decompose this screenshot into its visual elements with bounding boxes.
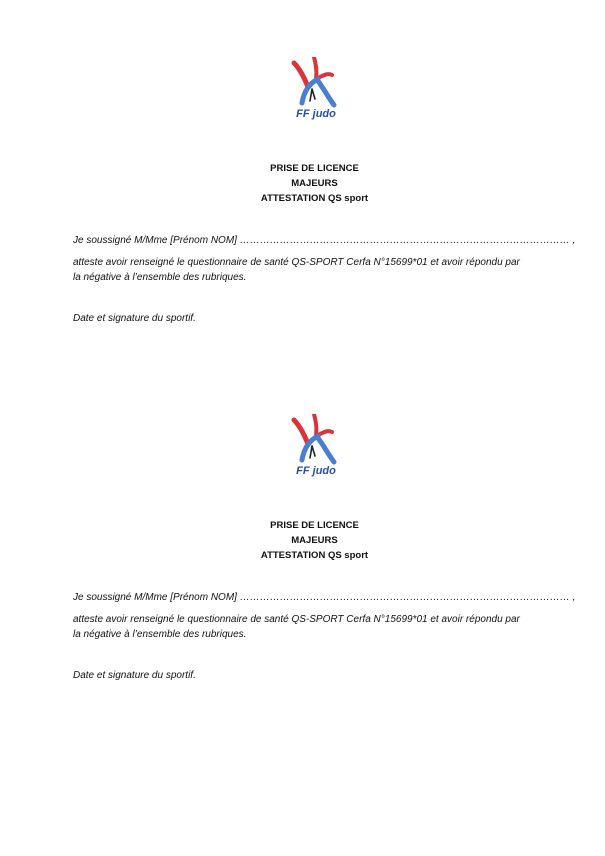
- heading-prise-de-licence: PRISE DE LICENCE: [270, 520, 359, 531]
- attestation-line-2: la négative à l’ensemble des rubriques.: [73, 272, 247, 283]
- attestation-line-1: atteste avoir renseigné le questionnaire de santé QS-SPORT Cerfa N°15699*01 et avoir répondu par: [73, 614, 520, 625]
- attestation-line-2: la négative à l’ensemble des rubriques.: [73, 629, 247, 640]
- declaration-line: Je soussigné M/Mme [Prénom NOM] ……………………………………………………………………………………… ,: [73, 592, 576, 603]
- heading-attestation: ATTESTATION QS sport: [260, 550, 369, 561]
- attestation-block-1: [0, 57, 605, 413]
- heading-majeurs: MAJEURS: [291, 178, 338, 189]
- signature-line: Date et signature du sportif.: [73, 313, 196, 324]
- attestation-line-1: atteste avoir renseigné le questionnaire de santé QS-SPORT Cerfa N°15699*01 et avoir répondu par: [73, 257, 520, 268]
- signature-line: Date et signature du sportif.: [73, 670, 196, 681]
- heading-attestation: ATTESTATION QS sport: [260, 193, 369, 204]
- ffjudo-logo-icon: [286, 57, 346, 129]
- ffjudo-logo-icon: [286, 414, 346, 486]
- logo-text: FF judo: [296, 465, 336, 477]
- logo-text: FF judo: [296, 108, 336, 120]
- attestation-block-2: [0, 414, 605, 770]
- declaration-line: Je soussigné M/Mme [Prénom NOM] ……………………………………………………………………………………… ,: [73, 235, 576, 246]
- heading-prise-de-licence: PRISE DE LICENCE: [270, 163, 359, 174]
- heading-majeurs: MAJEURS: [291, 535, 338, 546]
